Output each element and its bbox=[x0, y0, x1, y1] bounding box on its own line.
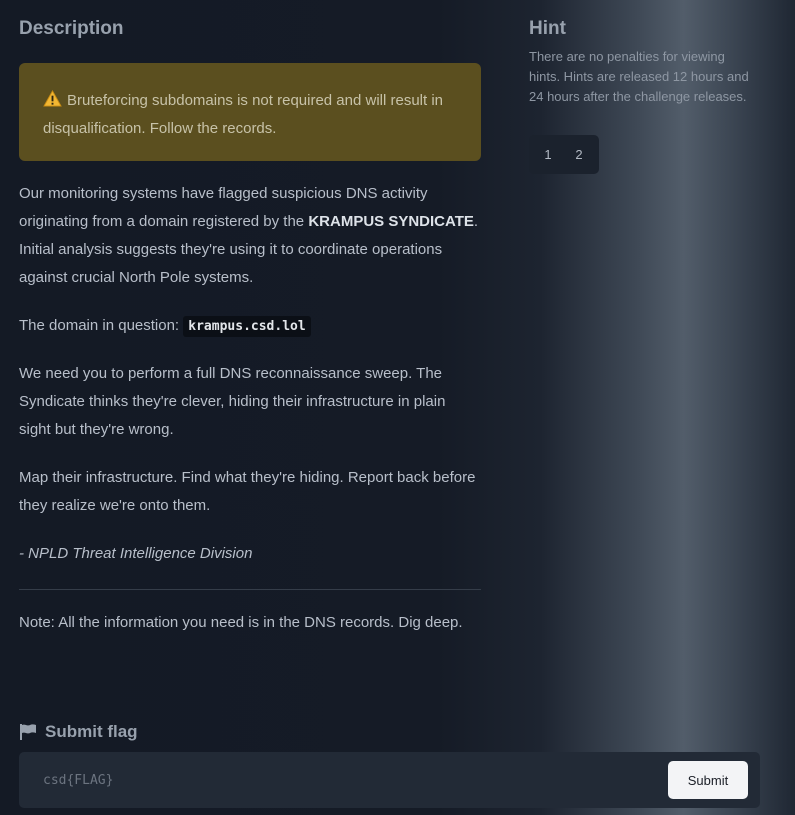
hint-title: Hint bbox=[529, 18, 566, 39]
description-paragraph-1 bbox=[19, 180, 481, 292]
hint-button-group bbox=[529, 135, 599, 174]
warning-alert-text: Bruteforcing subdomains is not required and will result in disqualification. Follow the records. bbox=[43, 92, 444, 137]
hint-1-button[interactable]: 1 bbox=[537, 140, 559, 170]
submit-flag-title: Submit flag bbox=[45, 722, 138, 741]
note-paragraph: Note: All the information you need is in the DNS records. Dig deep. bbox=[19, 614, 463, 631]
signature bbox=[19, 540, 481, 568]
paragraph-1-end: . Initial analysis suggests they're using it to coordinate operations against crucial North Pole systems. bbox=[19, 213, 479, 286]
syndicate-name: KRAMPUS SYNDICATE bbox=[308, 213, 474, 230]
signature-text: - NPLD Threat Intelligence Division bbox=[19, 545, 253, 562]
description-paragraph-4: Map their infrastructure. Find what they're hiding. Report back before they realize we're onto them. bbox=[19, 469, 476, 514]
warning-icon bbox=[43, 90, 62, 107]
submit-button[interactable]: Submit bbox=[668, 761, 748, 799]
description-title: Description bbox=[19, 18, 124, 39]
description-paragraph-2 bbox=[19, 312, 481, 341]
flag-input[interactable] bbox=[31, 760, 661, 800]
domain-code: krampus.csd.lol bbox=[183, 316, 310, 337]
paragraph-1-start: Our monitoring systems have flagged suspicious DNS activity originating from a domain registered by the bbox=[19, 185, 428, 230]
hint-2-button[interactable]: 2 bbox=[568, 140, 590, 170]
description-paragraph-3: We need you to perform a full DNS reconnaissance sweep. The Syndicate thinks they're clever, hiding their infrastructure in plain sight but they're wrong. bbox=[19, 365, 446, 438]
warning-alert bbox=[19, 63, 481, 161]
submit-flag-heading bbox=[19, 722, 138, 742]
hint-text: There are no penalties for viewing hints. Hints are released 12 hours and 24 hours after the challenge releases. bbox=[529, 49, 749, 104]
domain-label: The domain in question: bbox=[19, 317, 184, 334]
divider bbox=[19, 589, 481, 590]
flag-icon bbox=[19, 723, 37, 741]
flag-form bbox=[19, 752, 760, 808]
